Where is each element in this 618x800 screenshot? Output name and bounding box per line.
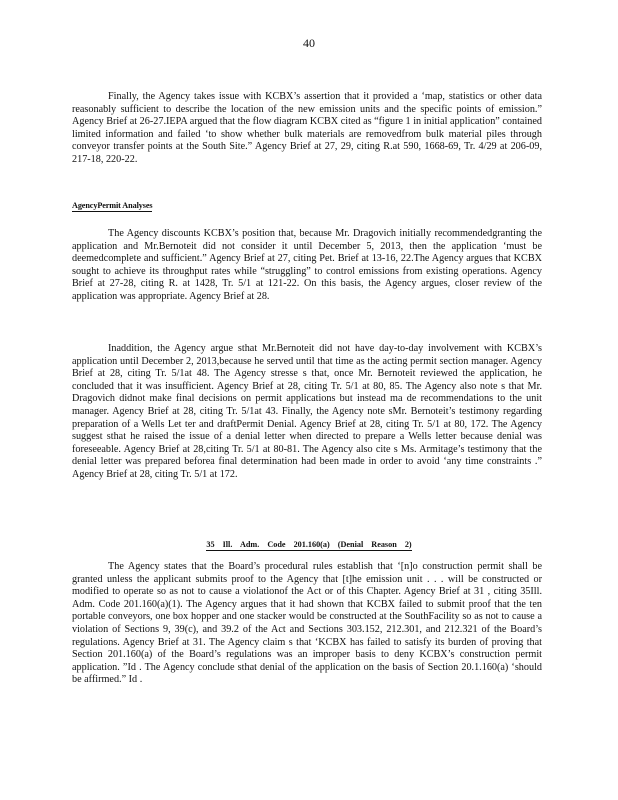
section-heading-201-160a [0, 534, 618, 552]
paragraph-bernoteit-involvement: Inaddition, the Agency argue sthat Mr.Bernoteit did not have day-to-day involvement with KCBX’s application until December 2, 2013,because he served until that time as the acting permit section manager. Agency Brief at 28, citing Tr. 5/1at 48. The Agency stresse s that, once Mr. Bernoteit reviewed the application, he concluded that it was insufficient. Agency Brief at 28, citing Tr. 5/1 at 80, 85. The Agency also note s that Mr. Dragovich didnot make final decisions on permit applications but instead ma de recommendations to the unit manager. Agency Brief at 28, citing Tr. 5/1at 43. Finally, the Agency note sMr. Bernoteit’s testimony regarding preparation of a Wells Let ter and draftPermit Denial. Agency Brief at 28, citing Tr. 5/1 at 80, 172. The Agency suggest sthat he raised the issue of a denial letter when directed to prepare a Wells letter because denial was foreseeable. Agency Brief at 28,citing Tr. 5/1 at 80-81. The Agency also cite s Ms. Armitage’s testimony that the denial letter was prepared beforea final determination had been made in order to avoid ‘any time constraints .” Agency Brief at 28, citing Tr. 5/1 at 172. [72, 343, 542, 480]
section-heading-agency-permit-analyses: AgencyPermit Analyses [72, 201, 153, 210]
paragraph-map-data: Finally, the Agency takes issue with KCBX’s assertion that it provided a ‘map, statistics or other data reasonably sufficient to describe the location of the new emission units and the specific points of emission.” Agency Brief at 26-27.IEPA argued that the flow diagram KCBX cited as “figure 1 in initial application” contained limited information and failed ‘to show whether bulk materials are removedfrom bulk material piles through conveyor transfer points at the South Site.” Agency Brief at 27, 29, citing R.at 590, 1668-69, Tr. 4/29 at 206-09, 217-18, 220-22. [72, 91, 542, 165]
section-heading-201-160a-text: 35 Ill. Adm. Code 201.160(a) (Denial Reason 2) [206, 540, 412, 549]
paragraph-procedural-rules: The Agency states that the Board’s procedural rules establish that ‘[n]o construction permit shall be granted unless the applicant submits proof to the Agency that [t]he emission unit . . . will be constructed or modified to operate so as not to cause a violationof the Act or of this Chapter. Agency Brief at 31 , citing 35Ill. Adm. Code 201.160(a)(1). The Agency argues that it had shown that KCBX failed to submit proof that the ten portable conveyors, one box hopper and one stacker would be constructed at the SouthFacility so as not to cause a violation of Sections 9, 39(c), and 39.2 of the Act and Sections 303.152, 212.301, and 212.321 of the Board’s regulations. Agency Brief at 31. The Agency claim s that ‘KCBX has failed to satisfy its burden of proving that Section 201.160(a) of the Board’s regulations was an improper basis to deny KCBX’s construction permit application. ”Id . The Agency conclude sthat denial of the application on the basis of Section 20.1.160(a) ‘should be affirmed.” Id . [72, 561, 542, 686]
page-number: 40 [303, 36, 315, 50]
paragraph-dragovich-position: The Agency discounts KCBX’s position that, because Mr. Dragovich initially recommendedgranting the application and Mr.Bernoteit did not consider it until December 5, 2013, then the application ‘must be deemedcomplete and sufficient.” Agency Brief at 27, citing Pet. Brief at 13-16, 22.The Agency argues that KCBX sought to achieve its throughput rates while “struggling” to control emissions from existing operations. Agency Brief at 27-28, citing R. at 1428, Tr. 5/1 at 121-22. On this basis, the Agency argues, closer review of the application was appropriate. Agency Brief at 28. [72, 228, 542, 302]
